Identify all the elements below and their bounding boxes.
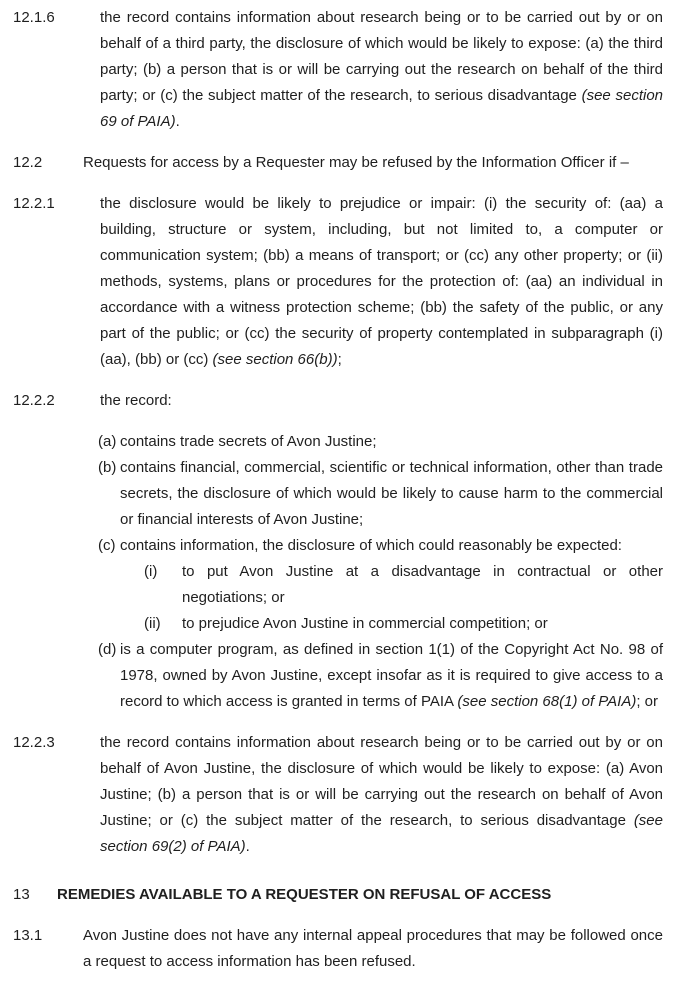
clause-12-2-1: [13, 191, 663, 373]
list-item-text: is a computer program, as defined in section 1(1) of the Copyright Act No. 98 of 1978, owned by Avon Justine, except insofar as it is required to give access to a record to which access is granted in terms of PAIA (see section 68(1) of PAIA); or: [120, 641, 663, 710]
clause-number: 12.2.2: [13, 392, 55, 409]
list-item-d: [98, 637, 663, 715]
list-item-b: [98, 455, 663, 533]
clause-text: the record:: [100, 392, 172, 409]
list-item-text: contains financial, commercial, scientific or technical information, other than trade secrets, the disclosure of which would be likely to cause harm to the commercial or financial interests of Avon Justine;: [120, 459, 663, 528]
section-heading-13: [13, 882, 663, 908]
section-number: 13: [13, 886, 30, 903]
clause-text: the disclosure would be likely to prejudice or impair: (i) the security of: (aa) a building, structure or system, including, but not limited to, a computer or communication system; (bb) a means of transport; or (cc) any other property; or (ii) methods, systems, plans or procedures for the protection of: (aa) an individual in accordance with a witness protection scheme; (bb) the safety of the public, or any part of the public; or (cc) the security of property contemplated in subparagraph (i) (aa), (bb) or (cc) (see section 66(b));: [100, 195, 663, 368]
clause-12-2-2: [13, 388, 663, 414]
list-marker: (a): [98, 433, 117, 450]
clause-text: Requests for access by a Requester may be refused by the Information Officer if –: [83, 154, 629, 171]
list-item-text: contains trade secrets of Avon Justine;: [120, 433, 377, 450]
list-item-i: [144, 559, 663, 611]
list-item-a: [98, 429, 663, 455]
clause-number: 12.2.3: [13, 734, 55, 751]
list-marker: (b): [98, 459, 117, 476]
list-item-text: contains information, the disclosure of which could reasonably be expected:: [120, 537, 622, 554]
clause-number: 13.1: [13, 927, 43, 944]
list-marker: (i): [144, 563, 158, 580]
clause-13-1: [13, 923, 663, 975]
list-marker: (d): [98, 641, 117, 658]
clause-number: 12.2.1: [13, 195, 55, 212]
section-title: REMEDIES AVAILABLE TO A REQUESTER ON REFUSAL OF ACCESS: [57, 886, 552, 903]
clause-12-2: [13, 150, 663, 176]
clause-text: Avon Justine does not have any internal appeal procedures that may be followed once a request to access information has been refused.: [83, 927, 663, 970]
list-item-c: [98, 533, 663, 559]
list-item-text: to put Avon Justine at a disadvantage in contractual or other negotiations; or: [182, 563, 663, 606]
list-marker: (c): [98, 537, 116, 554]
list-12-2-2: [98, 429, 663, 715]
clause-12-1-6: [13, 5, 663, 135]
clause-12-2-3: [13, 730, 663, 860]
list-marker: (ii): [144, 615, 161, 632]
list-item-ii: [144, 611, 663, 637]
clause-number: 12.2: [13, 154, 43, 171]
clause-number: 12.1.6: [13, 9, 55, 26]
list-item-text: to prejudice Avon Justine in commercial competition; or: [182, 615, 548, 632]
clause-text: the record contains information about research being or to be carried out by or on behalf of Avon Justine, the disclosure of which would be likely to expose: (a) Avon Justine; (b) a person that is or will be carrying out the research on behalf of Avon Justine; or (c) the subject matter of the research, to serious disadvantage (see section 69(2) of PAIA).: [100, 734, 663, 855]
clause-text: the record contains information about research being or to be carried out by or on behalf of a third party, the disclosure of which would be likely to expose: (a) the third party; (b) a person that is or will be carrying out the research on behalf of the third party; or (c) the subject matter of the research, to serious disadvantage (see section 69 of PAIA).: [100, 9, 663, 130]
